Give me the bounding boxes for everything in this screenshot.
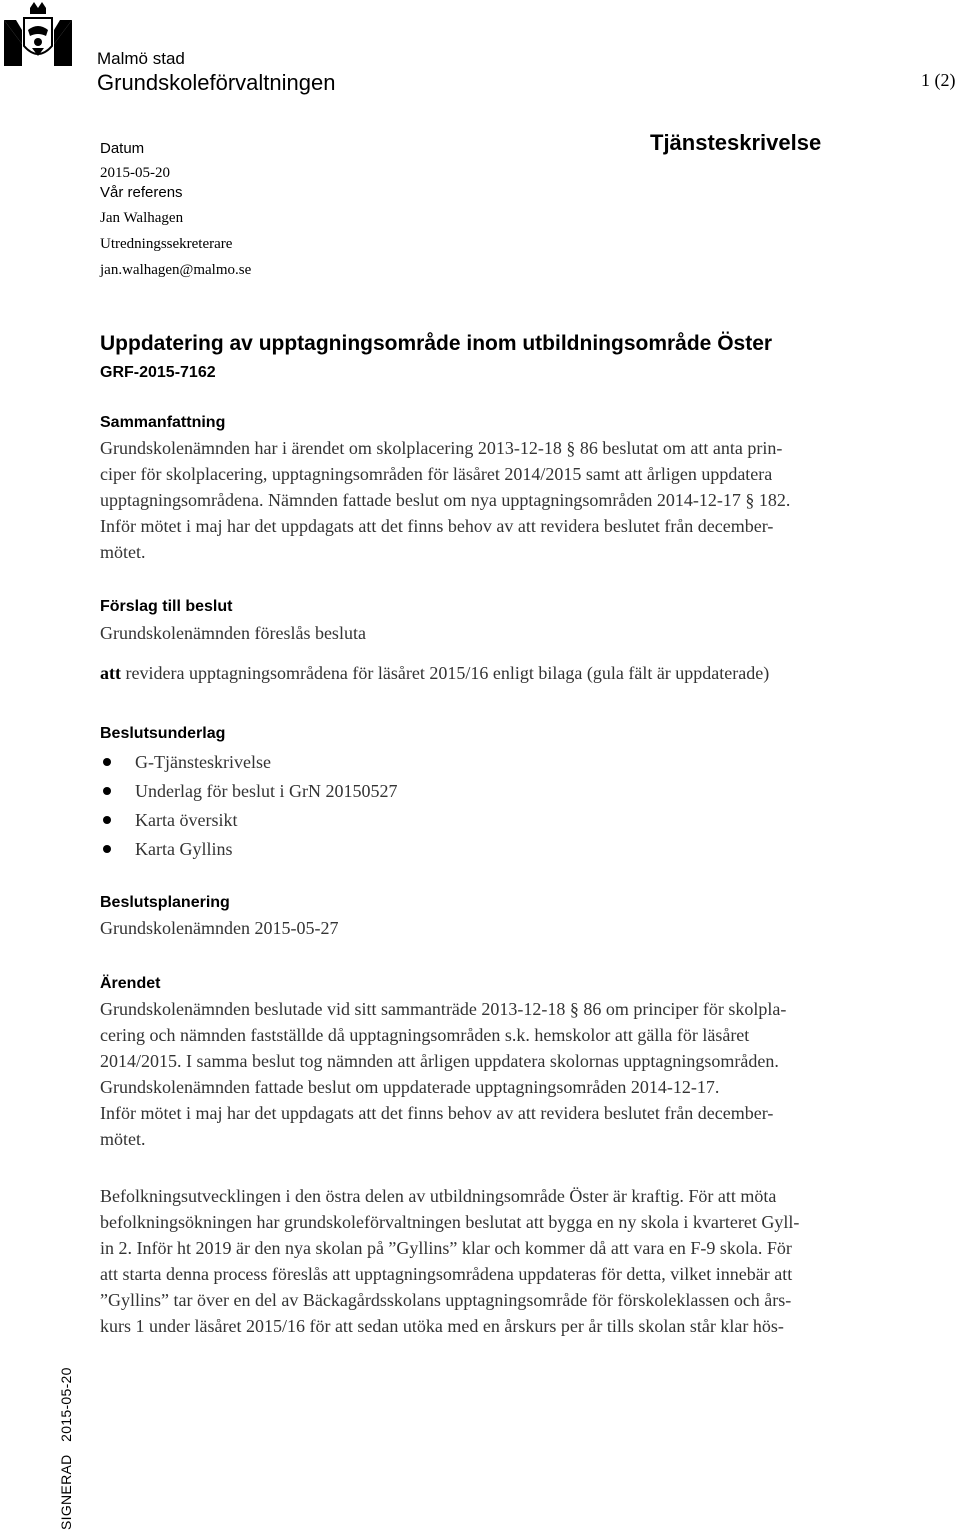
- matter-line: befolkningsökningen har grundskoleförvaltningen beslutat att bygga en ny skola i kvarteret Gyll-: [100, 1212, 800, 1232]
- matter-text-2: [100, 1183, 960, 1339]
- summary-line: ciper för skolplacering, upptagningsområden för läsåret 2014/2015 samt att årligen uppdatera: [100, 464, 773, 484]
- reference-label: Vår referens: [100, 184, 183, 201]
- summary-line: upptagningsområdena. Nämnden fattade beslut om nya upptagningsområden 2014-12-17 § 182.: [100, 490, 791, 510]
- stamp-label: SIGNERAD: [58, 1454, 74, 1530]
- list-item: [100, 806, 397, 835]
- matter-line: ”Gyllins” tar över en del av Bäckagårdsskolans upptagningsområde för förskoleklassen och års-: [100, 1290, 792, 1310]
- date-label: Datum: [100, 140, 145, 157]
- page-number: 1 (2): [921, 70, 956, 90]
- bullet-icon: [103, 758, 111, 766]
- malmo-coat-of-arms-logo: [2, 0, 74, 66]
- org-department: Grundskoleförvaltningen: [97, 70, 336, 95]
- summary-text: [100, 435, 960, 565]
- matter-line: Grundskolenämnden beslutade vid sitt sammanträde 2013-12-18 § 86 om principer för skolpla-: [100, 999, 787, 1019]
- list-item-text: Karta Gyllins: [135, 839, 233, 859]
- signature-stamp: [58, 1367, 74, 1530]
- planning-heading: Beslutsplanering: [100, 894, 230, 911]
- bullet-icon: [103, 787, 111, 795]
- att-keyword: att: [100, 663, 121, 683]
- summary-heading: Sammanfattning: [100, 414, 226, 431]
- proposal-heading: Förslag till beslut: [100, 598, 233, 615]
- summary-line: mötet.: [100, 542, 146, 562]
- proposal-decision-text: revidera upptagningsområdena för läsåret 2015/16 enligt bilaga (gula fält är uppdaterade): [121, 663, 770, 683]
- list-item: [100, 748, 397, 777]
- matter-line: Grundskolenämnden fattade beslut om uppdaterade upptagningsområden 2014-12-17.: [100, 1077, 720, 1097]
- document-type: Tjänsteskrivelse: [650, 130, 822, 155]
- reference-name: Jan Walhagen: [100, 210, 184, 226]
- list-item-text: Underlag för beslut i GrN 20150527: [135, 781, 398, 801]
- bullet-icon: [103, 816, 111, 824]
- matter-text: [100, 996, 960, 1152]
- document-title: Uppdatering av upptagningsområde inom utbildningsområde Öster: [100, 332, 773, 355]
- summary-line: Grundskolenämnden har i ärendet om skolplacering 2013-12-18 § 86 beslutat om att anta prin-: [100, 438, 783, 458]
- matter-line: cering och nämnden fastställde då upptagningsområden s.k. hemskolor att gälla för läsåret: [100, 1025, 750, 1045]
- matter-line: 2014/2015. I samma beslut tog nämnden att årligen uppdatera skolornas upptagningsområden.: [100, 1051, 779, 1071]
- matter-line: att starta denna process föreslås att upptagningsområdena uppdateras för detta, vilket innebär att: [100, 1264, 793, 1284]
- list-item-text: Karta översikt: [135, 810, 238, 830]
- matter-heading: Ärendet: [100, 975, 161, 992]
- matter-line: kurs 1 under läsåret 2015/16 för att sedan utöka med en årskurs per år tills skolan står klar hös-: [100, 1316, 784, 1336]
- summary-line: Inför mötet i maj har det uppdagats att det finns behov av att revidera beslutet från december-: [100, 516, 774, 536]
- reference-email: jan.walhagen@malmo.se: [100, 262, 252, 278]
- date-value: 2015-05-20: [100, 165, 170, 181]
- matter-line: Inför mötet i maj har det uppdagats att det finns behov av att revidera beslutet från december-: [100, 1103, 774, 1123]
- list-item: [100, 835, 397, 864]
- matter-line: mötet.: [100, 1129, 146, 1149]
- basis-list: [100, 748, 397, 864]
- proposal-intro: Grundskolenämnden föreslås besluta: [100, 623, 366, 643]
- stamp-date: 2015-05-20: [58, 1367, 74, 1442]
- list-item-text: G-Tjänsteskrivelse: [135, 752, 271, 772]
- basis-heading: Beslutsunderlag: [100, 725, 226, 742]
- case-reference-number: GRF-2015-7162: [100, 364, 216, 381]
- reference-title: Utredningssekreterare: [100, 236, 233, 252]
- bullet-icon: [103, 845, 111, 853]
- proposal-decision: [100, 660, 960, 686]
- org-city: Malmö stad: [97, 49, 185, 68]
- planning-text: Grundskolenämnden 2015-05-27: [100, 918, 339, 938]
- list-item: [100, 777, 397, 806]
- matter-line: in 2. Inför ht 2019 är den nya skolan på ”Gyllins” klar och kommer då att vara en F-9 skola. För: [100, 1238, 792, 1258]
- matter-line: Befolkningsutvecklingen i den östra delen av utbildningsområde Öster är kraftig. För att möta: [100, 1186, 777, 1206]
